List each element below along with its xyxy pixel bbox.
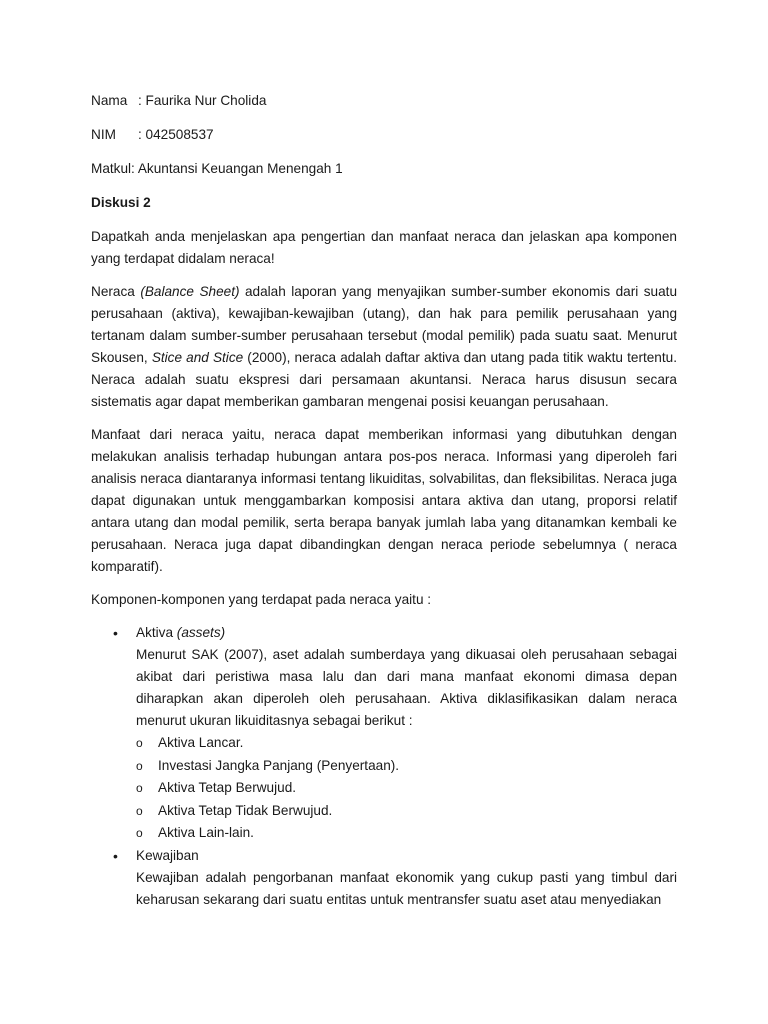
- circle-bullet-icon: o: [136, 736, 143, 750]
- nim-line: [91, 124, 677, 146]
- components-intro: Komponen-komponen yang terdapat pada neraca yaitu :: [91, 592, 432, 607]
- kewajiban-body: [136, 845, 677, 911]
- name-line: [91, 90, 677, 112]
- components-list: [91, 622, 677, 911]
- aktiva-body: [136, 622, 677, 845]
- definition-text-2: adalah laporan yang menyajikan sumber-sumber ekonomis dari suatu perusahaan (aktiva), kewajiban-kewajiban (utang), dan hak para pemilik perusahaan yang tertanam dalam sumber-sumber perusahaan tersebut (modal pemilik) pada suatu saat. Menurut Skousen,: [91, 284, 678, 365]
- name-value: : Faurika Nur Cholida: [138, 93, 267, 108]
- list-item-aktiva: [91, 622, 677, 845]
- definition-paragraph: [91, 281, 677, 413]
- benefits-paragraph: Manfaat dari neraca yaitu, neraca dapat memberikan informasi yang dibutuhkan dengan melakukan analisis terhadap hubungan antara pos-pos neraca. Informasi yang diperoleh fari analisis neraca diantaranya informasi tentang likuiditas, solvabilitas, dan fleksibilitas. Neraca juga dapat digunakan untuk menggambarkan komposisi antara aktiva dan utang, proporsi relatif antara utang dan modal pemilik, serta berapa banyak jumlah laba yang ditanamkan kembali ke perusahaan. Neraca juga dapat dibandingkan dengan neraca periode sebelumnya ( neraca komparatif).: [91, 427, 677, 574]
- document-page: [91, 90, 677, 911]
- name-label: Nama: [91, 93, 128, 108]
- list-item: [136, 755, 677, 778]
- sub-item-text: Aktiva Lain-lain.: [158, 825, 254, 840]
- nim-value: : 042508537: [138, 127, 214, 142]
- course-line: [91, 158, 677, 180]
- nim-label: NIM: [91, 127, 116, 142]
- bullet-icon: •: [113, 625, 118, 641]
- kewajiban-title: Kewajiban: [136, 847, 199, 863]
- kewajiban-description: Kewajiban adalah pengorbanan manfaat ekonomik yang cukup pasti yang timbul dari keharusan sekarang dari suatu entitas untuk mentransfer suatu aset atau menyediakan: [136, 869, 677, 907]
- aktiva-sublist: [136, 732, 677, 845]
- aktiva-description: Menurut SAK (2007), aset adalah sumberdaya yang dikuasai oleh perusahaan sebagai akibat dari peristiwa masa lalu dan dari mana manfaat ekonomi dimasa depan diharapkan akan diperoleh oleh perusahaan. Aktiva diklasifikasikan dalam neraca menurut ukuran likuiditasnya sebagai berikut :: [136, 647, 677, 728]
- circle-bullet-icon: o: [136, 781, 143, 795]
- sub-item-text: Aktiva Tetap Tidak Berwujud.: [158, 802, 333, 818]
- aktiva-title: [136, 622, 677, 644]
- aktiva-title-italic: (assets): [176, 625, 226, 640]
- course-label: Matkul: [91, 161, 132, 176]
- definition-italic-1: (Balance Sheet): [140, 284, 240, 299]
- list-item: [136, 732, 677, 755]
- definition-text-3: (2000), neraca adalah daftar aktiva dan utang pada titik waktu tertentu. Neraca adalah suatu ekspresi dari persamaan akuntansi. Neraca harus disusun secara sistematis agar dapat memberikan gambaran mengenai posisi keuangan perusahaan.: [91, 350, 677, 409]
- question-paragraph: Dapatkah anda menjelaskan apa pengertian dan manfaat neraca dan jelaskan apa komponen yang terdapat didalam neraca!: [91, 229, 677, 266]
- sub-item-text: Aktiva Tetap Berwujud.: [158, 780, 297, 795]
- course-value: : Akuntansi Keuangan Menengah 1: [131, 161, 343, 176]
- discussion-heading: Diskusi 2: [91, 195, 151, 210]
- bullet-icon: •: [113, 847, 118, 864]
- definition-italic-2: Stice and Stice: [151, 350, 244, 365]
- circle-bullet-icon: o: [136, 826, 143, 840]
- circle-bullet-icon: o: [136, 803, 143, 818]
- aktiva-title-text: Aktiva: [136, 625, 177, 640]
- list-item: [136, 777, 677, 800]
- list-item: [136, 800, 677, 823]
- definition-text-1: Neraca: [91, 284, 141, 299]
- list-item-kewajiban: [91, 845, 677, 911]
- circle-bullet-icon: o: [136, 758, 143, 773]
- sub-item-text: Investasi Jangka Panjang (Penyertaan).: [158, 757, 400, 773]
- sub-item-text: Aktiva Lancar.: [158, 735, 244, 750]
- list-item: [136, 822, 677, 845]
